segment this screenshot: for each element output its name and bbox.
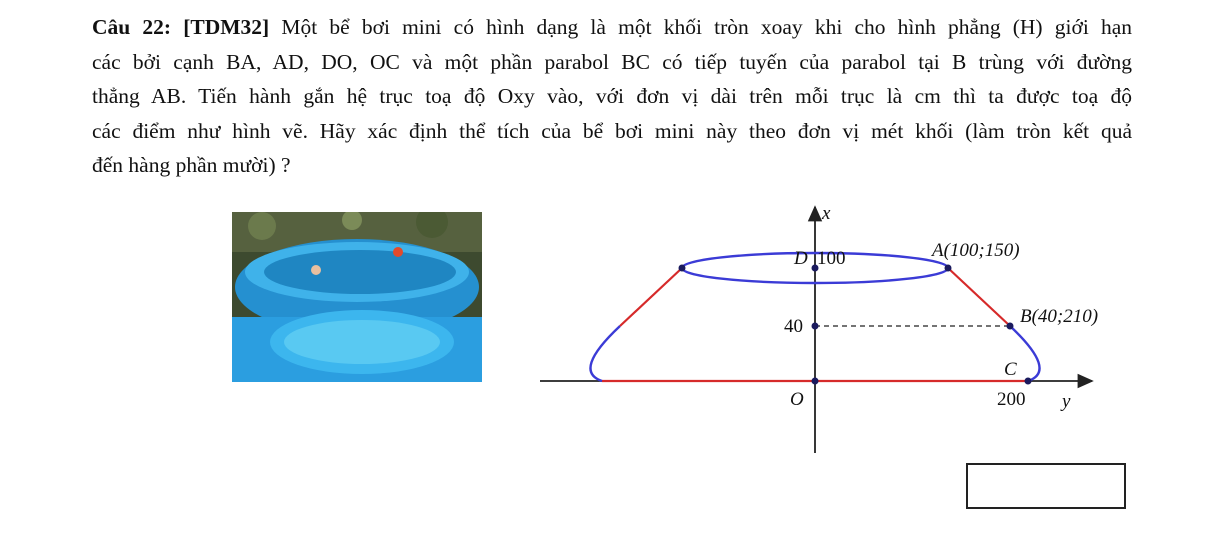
label-200: 200 <box>997 389 1026 410</box>
problem-line-5: đến hàng phần mười) ? <box>92 153 291 177</box>
problem-line-3: thẳng AB. Tiến hành gắn hệ trục toạ độ Oxy vào, với đơn vị dài trên mỗi trục là cm thì ta được toạ độ <box>92 84 1132 108</box>
label-D: D <box>794 248 808 269</box>
label-D-value: 100 <box>817 248 846 269</box>
coordinate-figure <box>520 195 1120 465</box>
point-A-left <box>679 265 686 272</box>
x-axis-label: x <box>822 203 831 224</box>
point-O <box>812 378 819 385</box>
problem-text <box>92 10 1132 183</box>
label-A: A(100;150) <box>932 240 1020 261</box>
point-B <box>1007 323 1014 330</box>
problem-line-2: các bởi cạnh BA, AD, DO, OC và một phần parabol BC có tiếp tuyến của parabol tại B trùng với đường <box>92 49 1132 74</box>
edge-AB-left <box>620 268 682 326</box>
problem-header: Câu 22: [TDM32] <box>92 15 270 39</box>
parabola-BC-left <box>590 326 620 381</box>
answer-box[interactable] <box>966 463 1126 509</box>
point-C <box>1025 378 1032 385</box>
point-40 <box>812 323 819 330</box>
problem-line-4: các điểm như hình vẽ. Hãy xác định thể tích của bể bơi mini này theo đơn vị mét khối (làm tròn kết quả <box>92 118 1132 143</box>
label-O: O <box>790 389 804 410</box>
y-axis-label: y <box>1062 391 1071 412</box>
edge-AB-right <box>948 268 1010 326</box>
label-40: 40 <box>784 316 803 337</box>
label-B: B(40;210) <box>1020 306 1099 327</box>
pool-photo <box>232 212 482 382</box>
point-A <box>945 265 952 272</box>
label-C: C <box>1004 359 1017 380</box>
problem-line-1: Câu 22: [TDM32] Một bể bơi mini có hình dạng là một khối tròn xoay khi cho hình phẳng (H) giới hạn <box>92 15 1133 39</box>
